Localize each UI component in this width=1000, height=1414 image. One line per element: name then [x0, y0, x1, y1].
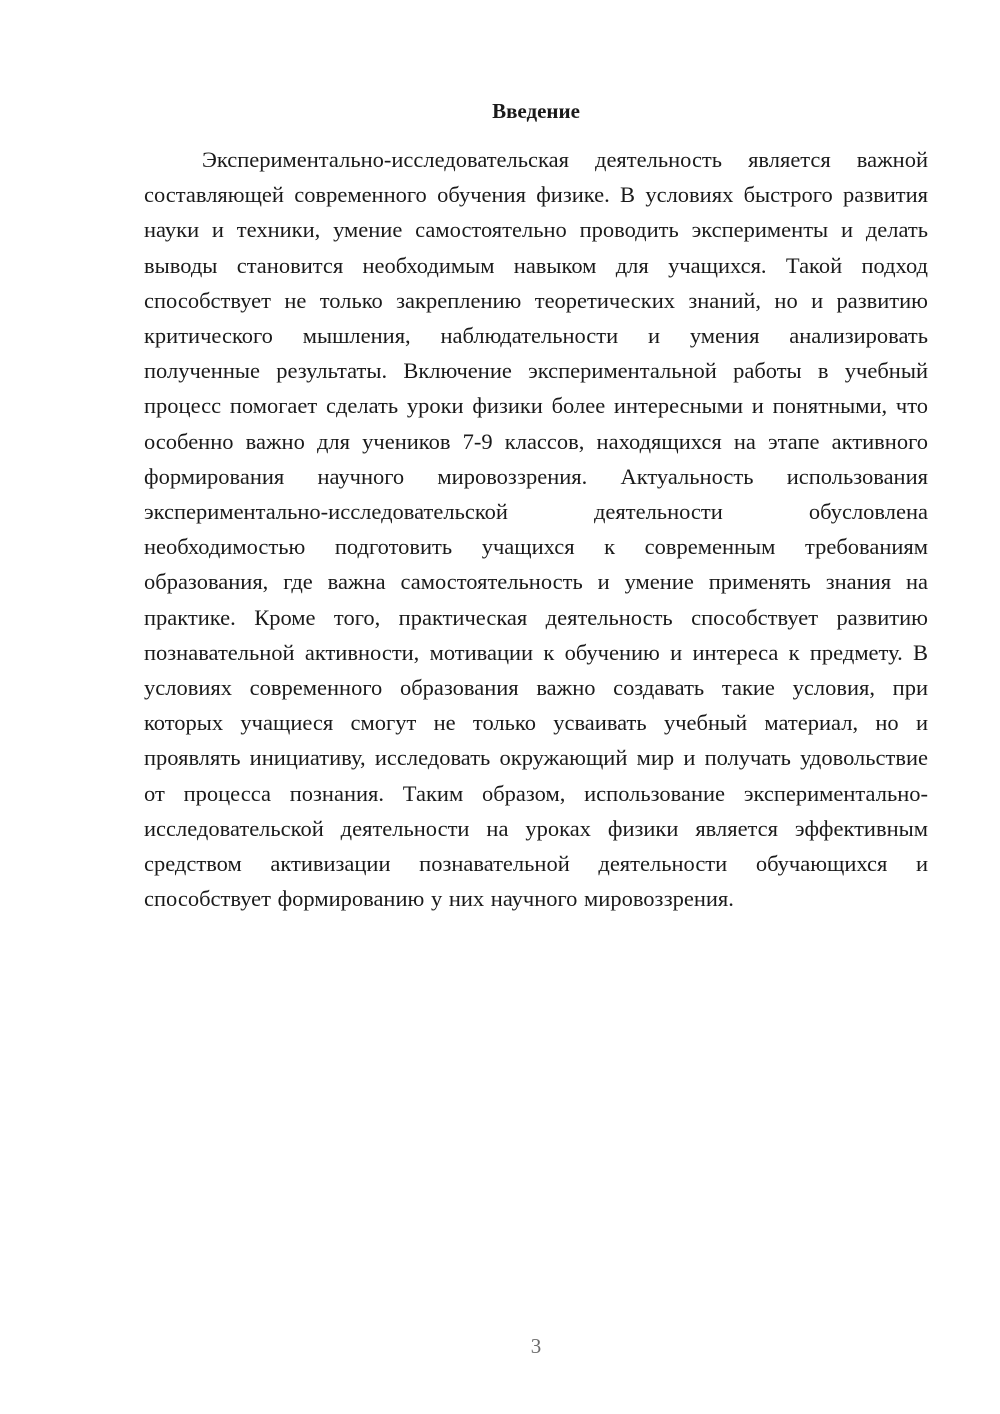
body-paragraph: Экспериментально-исследовательская деятельность является важной составляющей современного обучения физике. В условиях быстрого развития науки и техники, умение самостоятельно проводить эксперименты и делать выводы становится необходимым навыком для учащихся. Такой подход способствует не только закреплению теоретических знаний, но и развитию критического мышления, наблюдательности и умения анализировать полученные результаты. Включение экспериментальной работы в учебный процесс помогает сделать уроки физики более интересными и понятными, что особенно важно для учеников 7-9 классов, находящихся на этапе активного формирования научного мировоззрения. Актуальность использования экспериментально-исследовательской деятельности обусловлена необходимостью подготовить учащихся к современным требованиям образования, где важна самостоятельность и умение применять знания на практике. Кроме того, практическая деятельность способствует развитию познавательной активности, мотивации к обучению и интереса к предмету. В условиях современного образования важно создавать такие условия, при которых учащиеся смогут не только усваивать учебный материал, но и проявлять инициативу, исследовать окружающий мир и получать удовольствие от процесса познания. Таким образом, использование экспериментально-исследовательской деятельности на уроках физики является эффективным средством активизации познавательной деятельности обучающихся и способствует формированию у них научного мировоззрения. [144, 147, 928, 912]
section-heading: Введение [492, 99, 580, 123]
page-number: 3 [530, 1334, 542, 1358]
